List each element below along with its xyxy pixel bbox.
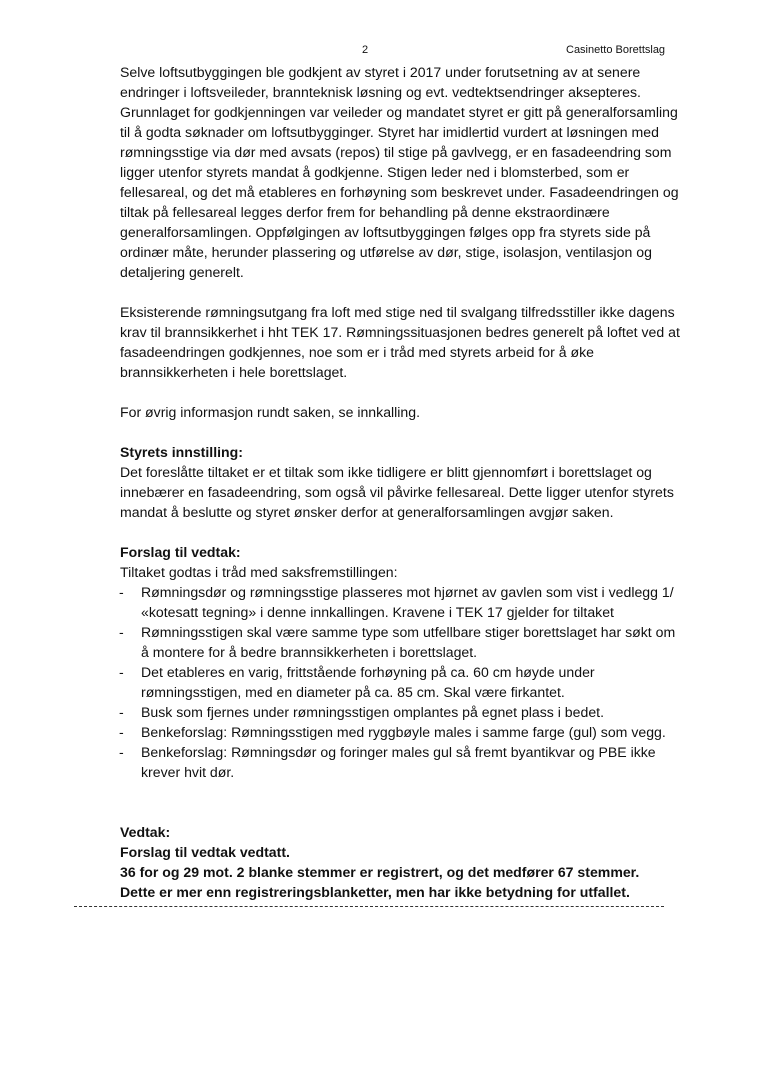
proposal-heading: Forslag til vedtak:	[120, 544, 241, 560]
recommendation-heading: Styrets innstilling:	[120, 444, 243, 460]
list-item: - Det etableres en varig, frittstående forhøyning på ca. 60 cm høyde under rømningsstigen, med en diameter på ca. 85 cm. Skal være firkantet.	[120, 662, 680, 702]
page-number: 2	[362, 44, 369, 56]
decision-line-note: Dette er mer enn registreringsblanketter, men har ikke betydning for utfallet.	[120, 884, 630, 900]
list-item: - Benkeforslag: Rømningsdør og foringer males gul så fremt byantikvar og PBE ikke krever hvit dør.	[120, 742, 680, 782]
paragraph-fire-safety: Eksisterende rømningsutgang fra loft med stige ned til svalgang tilfredsstiller ikke dagens krav til brannsikkerhet i hht TEK 17. Rømningssituasjonen bedres generelt på loftet ved at fasadeendringen godkjennes, noe som er i tråd med styrets arbeid for å øke brannsikkerheten i hele borettslaget.	[120, 304, 680, 380]
list-item: - Rømningsstigen skal være samme type som utfellbare stiger borettslaget har søkt om å montere for å bedre brannsikkerheten i borettslaget.	[120, 622, 680, 662]
section-divider	[74, 906, 664, 907]
document-body	[120, 62, 680, 902]
proposal-intro: Tiltaket godtas i tråd med saksfremstillingen:	[120, 564, 398, 580]
list-item: - Busk som fjernes under rømningsstigen omplantes på egnet plass i bedet.	[120, 702, 680, 722]
organization-name: Casinetto Borettslag	[566, 44, 666, 56]
list-item: - Benkeforslag: Rømningsstigen med ryggbøyle males i samme farge (gul) som vegg.	[120, 722, 680, 742]
list-item: - Rømningsdør og rømningsstige plasseres mot hjørnet av gavlen som vist i vedlegg 1/ «kotesatt tegning» i denne innkallingen. Kravene i TEK 17 gjelder for tiltaket	[120, 582, 680, 622]
proposal-list	[120, 582, 680, 782]
paragraph-more-info: For øvrig informasjon rundt saken, se innkalling.	[120, 404, 421, 420]
paragraph-approval: Selve loftsutbyggingen ble godkjent av styret i 2017 under forutsetning av at senere endringer i loftsveileder, brannteknisk løsning og evt. vedtektsendringer aksepteres. Grunnlaget for godkjenningen var veileder og mandatet styret er gitt på generalforsamling til å godta søknader om loftsutbygginger. Styret har imidlertid vurdert at løsningen med rømningsstige via dør med avsats (repos) til stige på gavlvegg, er en fasadeendring som ligger utenfor styrets mandat å godkjenne. Stigen leder ned i blomsterbed, som er fellesareal, og det må etableres en forhøyning som beskrevet under. Fasadeendringen og tiltak på fellesareal legges derfor frem for behandling på denne ekstraordinære generalforsamlingen. Oppfølgingen av loftsutbyggingen følges opp fra styrets side på ordinær måte, herunder plassering og utførelse av dør, stige, isolasjon, ventilasjon og detaljering generelt.	[120, 64, 679, 280]
decision-heading: Vedtak:	[120, 824, 171, 840]
decision-line-adopted: Forslag til vedtak vedtatt.	[120, 844, 290, 860]
recommendation-text: Det foreslåtte tiltaket er et tiltak som ikke tidligere er blitt gjennomført i borettslaget og innebærer en fasadeendring, som også vil påvirke fellesareal. Dette ligger utenfor styrets mandat å beslutte og styret ønsker derfor at generalforsamlingen avgjør saken.	[120, 464, 674, 520]
decision-line-votes: 36 for og 29 mot. 2 blanke stemmer er registrert, og det medfører 67 stemmer.	[120, 864, 640, 880]
